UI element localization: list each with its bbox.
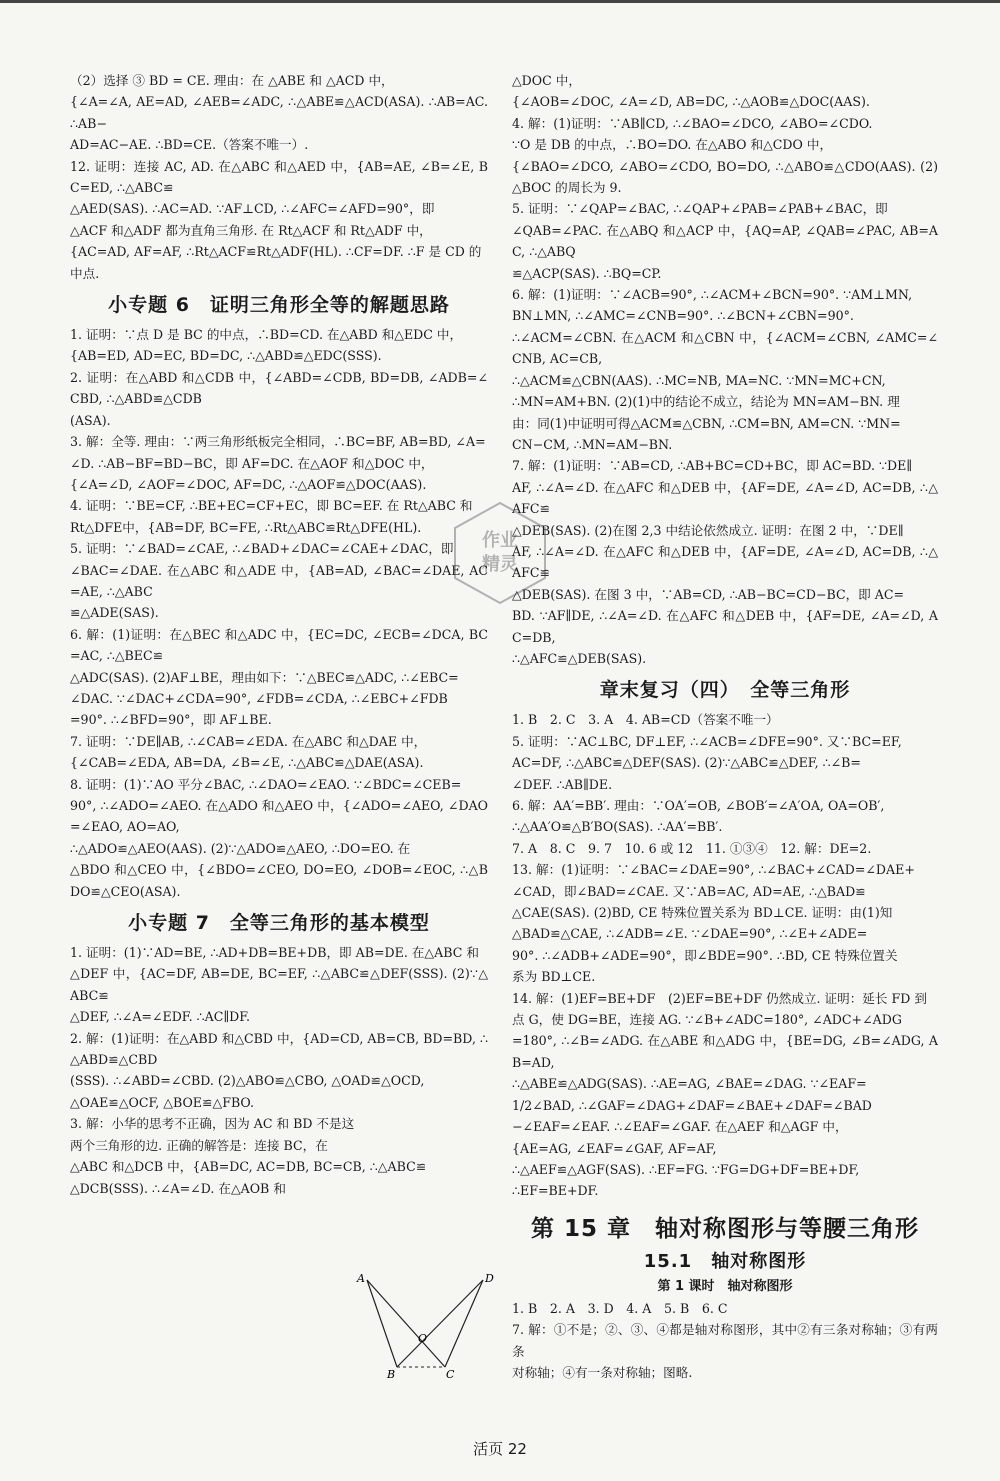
answer-line: ∠QAB=∠PAC. 在△ABQ 和△ACP 中，{AQ=AP, ∠QAB=∠PAC, AB=AC, ∴△ABQ (512, 222, 938, 260)
answer-line: −∠EAF=∠EAF. ∴∠EAF=∠GAF. 在△AEF 和△AGF 中， (512, 1119, 848, 1135)
answer-line: 6. 解：(1)证明：在△BEC 和△ADC 中，{EC=DC, ∠ECB=∠DCA, BC=AC, ∴△BEC≌ (70, 626, 488, 664)
answer-line: 6. 解：(1)证明：∵∠ACB=90°, ∴∠ACM+∠BCN=90°. ∵AM⊥MN, (512, 287, 913, 303)
answer-line: ≌△ADE(SAS). (70, 605, 159, 621)
answer-line: △DEB(SAS). 在图 3 中，∵AB=CD, ∴AB−BC=CD−BC，即 AC= (512, 586, 905, 602)
answer-line: AC=DF, ∴△ABC≌△DEF(SAS). (2)∵△ABC≌△DEF, ∴∠B= (512, 755, 861, 771)
answer-line: {∠CAB=∠EDA, AB=DA, ∠B=∠E, ∴△ABC≌△DAE(ASA). (70, 755, 424, 771)
answer-line: △AED(SAS). ∴AC=AD. ∵AF⊥CD, ∴∠AFC=∠AFD=90°，即 (70, 201, 435, 217)
section-title: 15.1 轴对称图形 (643, 1250, 807, 1272)
figure-line-dc (445, 1280, 483, 1367)
figure-label-b: B (387, 1368, 396, 1381)
answer-line: CN−CM, ∴MN=AM−BN. (512, 436, 673, 452)
answer-line: 由：同(1)中证明可得△ACM≌△CBN, ∴CM=BN, AM=CN. ∵MN= (512, 415, 901, 431)
answer-line: △BDO 和△CEO 中，{∠BDO=∠CEO, DO=EO, ∠DOB=∠EOC, ∴△BDO≌△CEO(ASA). (70, 862, 488, 899)
figure-line-db (397, 1280, 483, 1367)
answer-line: (ASA). (70, 412, 111, 428)
answer-line: AD=AC−AE. ∴BD=CE.（答案不唯一）. (70, 137, 309, 153)
answer-line: 6. 解：AA′=BB′. 理由：∵OA′=OB, ∠BOB′=∠A′OA, OA=OB′, (512, 798, 885, 813)
answer-line: ∠CAD，即∠BAD=∠CAE. 又∵AB=AC, AD=AE, ∴△BAD≌ (512, 883, 866, 899)
answer-line: ∴△ABE≌△ADG(SAS). ∴AE=AG, ∠BAE=∠DAG. ∵∠EAF= (512, 1076, 867, 1092)
answer-line: 14. 解：(1)EF=BE+DF (2)EF=BE+DF 仍然成立. 证明：延长 FD 到 (512, 990, 927, 1006)
answer-line: {∠A=∠A, AE=AD, ∠AEB=∠ADC, ∴△ABE≌△ACD(ASA). ∴AB=AC. ∴AB− (70, 94, 488, 131)
answer-line: {∠A=∠D, ∠AOF=∠DOC, AF=DC, ∴△AOF≌△DOC(AAS). (70, 476, 427, 492)
answer-line: ∴△AFC≌△DEB(SAS). (512, 650, 647, 666)
answer-line: Rt△DFE中，{AB=DF, BC=FE, ∴Rt△ABC≌Rt△DFE(HL). (70, 519, 422, 535)
answer-line: △DEF 中，{AC=DF, AB=DE, BC=EF, ∴△ABC≌△DEF(SSS). (2)∵△ABC≌ (70, 966, 488, 1003)
answer-line: △ABC 和△DCB 中，{AB=DC, AC=DB, BC=CB, ∴△ABC≌ (70, 1159, 427, 1175)
answer-line: 点 G，使 DG=BE，连接 AG. ∵∠B+∠ADC=180°, ∠ADC+∠ADG (512, 1012, 902, 1028)
answer-line: AF, ∴∠A=∠D. 在△AFC 和△DEB 中，{AF=DE, ∠A=∠D, AC=DB, ∴△AFC≌ (512, 543, 938, 581)
section7-answers (70, 942, 488, 1199)
answer-line: ∠BAC=∠DAE. 在△ABC 和△ADE 中，{AB=AD, ∠BAC=∠DAE, AC=AE, ∴△ABC (70, 562, 488, 599)
answer-line: 对称轴；④有一条对称轴；图略. (512, 1364, 693, 1380)
answer-line: （2）选择 ③ BD = CE. 理由：在 △ABE 和 △ACD 中， (70, 73, 394, 88)
answer-line: ∴△ADO≌△AEO(AAS). (2)∵△ADO≌△AEO, ∴DO=EO. 在 (70, 840, 411, 856)
answer-line: AF, ∴∠A=∠D. 在△AFC 和△DEB 中，{AF=DE, ∠A=∠D, AC=DB, ∴△AFC≌ (512, 479, 938, 517)
answer-line: 中点. (70, 265, 100, 281)
answer-line: (SSS). ∴∠ABD=∠CBD. (2)△ABO≌△CBO, △OAD≌△OCD, (70, 1073, 425, 1089)
lesson-answers (512, 1298, 938, 1384)
answer-line: {AB=ED, AD=EC, BD=DC, ∴△ABD≌△EDC(SSS). (70, 348, 382, 364)
answer-line: 1. B 2. C 3. A 4. AB=CD（答案不唯一） (512, 712, 779, 728)
answer-line: ∴△ACM≌△CBN(AAS). ∴MC=NB, MA=NC. ∵MN=MC+CN, (512, 372, 886, 388)
answer-line: BN⊥MN, ∴∠AMC=∠CNB=90°. ∴∠BCN+∠CBN=90°. (512, 308, 854, 324)
answer-line: 7. 解：(1)证明：∵AB=CD, ∴AB+BC=CD+BC，即 AC=BD. ∵DE∥ (512, 458, 913, 474)
answer-line: 2. 证明：在△ABD 和△CDB 中，{∠ABD=∠CDB, BD=DB, ∠ADB=∠CBD, ∴△ABD≌△CDB (70, 369, 488, 407)
answer-line: 2. 解：(1)证明：在△ABD 和△CBD 中，{AD=CD, AB=CB, BD=BD, ∴△ABD≌△CBD (70, 1030, 488, 1068)
figure-line-ab (367, 1280, 397, 1367)
answer-line: 3. 解：小华的思考不正确，因为 AC 和 BD 不是这 (70, 1116, 355, 1132)
answer-line: △DCB(SSS). ∴∠A=∠D. 在△AOB 和 (70, 1180, 286, 1196)
answer-line: ∠D. ∴AB−BF=BD−BC，即 AF=DC. 在△AOF 和△DOC 中， (70, 455, 434, 471)
answer-line: △DOC 中， (512, 73, 581, 88)
right-column (512, 70, 938, 1383)
figure-label-d: D (485, 1272, 494, 1285)
page-footer: 活页 22 (473, 1440, 527, 1458)
answer-line: 1. 证明：(1)∵AD=BE, ∴AD+DB=BE+DB，即 AB=DE. 在△ABC 和 (70, 945, 479, 961)
answer-line: 90°, ∴∠ADO=∠AEO. 在△ADO 和△AEO 中，{∠ADO=∠AEO, ∠DAO=∠EAO, AO=AO, (70, 798, 488, 835)
answer-line: △CAE(SAS). (2)BD, CE 特殊位置关系为 BD⊥CE. 证明：由(1)知 (512, 905, 893, 921)
answer-line: 5. 证明：∵AC⊥BC, DF⊥EF, ∴∠ACB=∠DFE=90°. 又∵BC=EF, (512, 733, 902, 749)
top-border (0, 0, 1000, 3)
section6-title: 小专题 6 证明三角形全等的解题思路 (108, 294, 450, 317)
figure-label-a: A (357, 1272, 365, 1285)
stamp-line2: 精灵 (482, 554, 518, 575)
figure-line-ac (367, 1280, 445, 1367)
answer-line: 90°. ∴∠ADB+∠ADE=90°，即∠BDE=90°. ∴BD, CE 特殊位置关 (512, 947, 898, 963)
answer-line: ≌△ACP(SAS). ∴BQ=CP. (512, 265, 662, 281)
right-top-block (512, 70, 938, 669)
answer-line: {AC=AD, AF=AF, ∴Rt△ACF≌Rt△ADF(HL). ∴CF=DF. ∴F 是 CD 的 (70, 244, 482, 260)
answer-line: 4. 证明：∵BE=CF, ∴BE+EC=CF+EC，即 BC=EF. 在 Rt△ABC 和 (70, 498, 473, 514)
answer-line: {AE=AG, ∠EAF=∠GAF, AF=AF, (512, 1140, 717, 1156)
answer-line: △ADC(SAS). (2)AF⊥BE，理由如下：∵△BEC≌△ADC, ∴∠EBC= (70, 669, 459, 685)
answer-line: 3. 解：全等. 理由：∵两三角形纸板完全相同，∴BC=BF, AB=BD, ∠A= (70, 434, 486, 450)
review-title: 章末复习（四） 全等三角形 (599, 679, 851, 702)
answer-line: 12. 证明：连接 AC, AD. 在△ABC 和△AED 中，{AB=AE, ∠B=∠E, BC=ED, ∴△ABC≌ (70, 158, 488, 196)
section6-answers (70, 324, 488, 902)
answer-line: △OAE≌△OCF, △BOE≌△FBO. (70, 1094, 255, 1110)
answer-line: ∠DAC. ∵∠DAC+∠CDA=90°, ∠FDB=∠CDA, ∴∠EBC+∠FDB (70, 690, 448, 706)
answer-line: △BAD≌△CAE, ∴∠ADB=∠E. ∵∠DAE=90°, ∴∠E+∠ADE= (512, 926, 868, 942)
chapter-title: 第 15 章 轴对称图形与等腰三角形 (530, 1215, 920, 1242)
answer-line: △ACF 和△ADF 都为直角三角形. 在 Rt△ACF 和 Rt△ADF 中， (70, 222, 432, 238)
answer-line: 7. 解：①不是；②、③、④都是轴对称图形，其中②有三条对称轴；③有两条 (512, 1322, 938, 1359)
answer-line: BD. ∵AF∥DE, ∴∠A=∠D. 在△AFC 和△DEB 中，{AF=DE, ∠A=∠D, AC=DB, (512, 608, 938, 645)
answer-line: 5. 证明：∵∠QAP=∠BAC, ∴∠QAP+∠PAB=∠PAB+∠BAC，即 (512, 201, 888, 217)
answer-line: 4. 解：(1)证明：∵AB∥CD, ∴∠BAO=∠DCO, ∠ABO=∠CDO. (512, 115, 873, 131)
answer-line: ∴MN=AM+BN. (2)(1)中的结论不成立，结论为 MN=AM−BN. 理 (512, 394, 900, 410)
review-answers (512, 709, 938, 1201)
answer-line: ∴△AA′O≌△B′BO(SAS). ∴AA′=BB′. (512, 819, 723, 835)
lesson-title: 第 1 课时 轴对称图形 (657, 1278, 793, 1294)
answer-line: △DEF, ∴∠A=∠EDF. ∴AC∥DF. (70, 1009, 251, 1025)
answer-line: 1. 证明：∵点 D 是 BC 的中点，∴BD=CD. 在△ABD 和△EDC 中， (70, 327, 463, 343)
answer-line: △DEB(SAS). (2)在图 2,3 中结论依然成立. 证明：在图 2 中，∵DE∥ (512, 522, 904, 538)
figure-label-c: C (446, 1368, 455, 1381)
answer-line: {∠AOB=∠DOC, ∠A=∠D, AB=DC, ∴△AOB≌△DOC(AAS). (512, 94, 870, 110)
left-top-block (70, 70, 488, 284)
section7-title: 小专题 7 全等三角形的基本模型 (128, 912, 430, 935)
answer-line: =180°, ∴∠B=∠ADG. 在△ABE 和△ADG 中，{BE=DG, ∠B=∠ADG, AB=AD, (512, 1033, 938, 1070)
answer-line: 1/2∠BAD, ∴∠GAF=∠DAG+∠DAF=∠BAE+∠DAF=∠BAD (512, 1097, 872, 1113)
homework-stamp (445, 498, 555, 608)
triangle-figure (355, 1272, 495, 1382)
answer-line: 7. A 8. C 9. 7 10. 6 或 12 11. ①③④ 12. 解：DE=2. (512, 840, 872, 856)
stamp-line1: 作业 (482, 530, 518, 551)
answer-line: ∵O 是 DB 的中点，∴BO=DO. 在△ABO 和△CDO 中， (512, 137, 833, 153)
answer-line: ∠DEF. ∴AB∥DE. (512, 776, 613, 792)
answer-line: ∴EF=BE+DF. (512, 1183, 599, 1199)
answer-line: 8. 证明：(1)∵AO 平分∠BAC, ∴∠DAO=∠EAO. ∵∠BDC=∠CEB= (70, 776, 462, 792)
answer-line: 7. 证明：∵DE∥AB, ∴∠CAB=∠EDA. 在△ABC 和△DAE 中， (70, 733, 427, 749)
answer-line: 1. B 2. A 3. D 4. A 5. B 6. C (512, 1300, 728, 1316)
figure-label-o: O (418, 1332, 428, 1345)
answer-line: 两个三角形的边. 正确的解答是：连接 BC，在 (70, 1137, 328, 1153)
answer-line: {∠BAO=∠DCO, ∠ABO=∠CDO, BO=DO, ∴△ABO≌△CDO(AAS). (2)△BOC 的周长为 9. (512, 158, 938, 196)
answer-line: 5. 证明：∵∠BAD=∠CAE, ∴∠BAD+∠DAC=∠CAE+∠DAC，即 (70, 541, 454, 557)
answer-line: 13. 解：(1)证明：∵∠BAC=∠DAE=90°, ∴∠BAC+∠CAD=∠DAE+ (512, 862, 915, 878)
answer-line: ∴∠ACM=∠CBN. 在△ACM 和△CBN 中，{∠ACM=∠CBN, ∠AMC=∠CNB, AC=CB, (512, 329, 938, 367)
answer-line: ∴△AEF≌△AGF(SAS). ∴EF=FG. ∵FG=DG+DF=BE+DF, (512, 1161, 860, 1177)
answer-line: =90°. ∴∠BFD=90°，即 AF⊥BE. (70, 712, 272, 728)
left-column (70, 70, 488, 1199)
answer-line: 系为 BD⊥CE. (512, 969, 596, 985)
